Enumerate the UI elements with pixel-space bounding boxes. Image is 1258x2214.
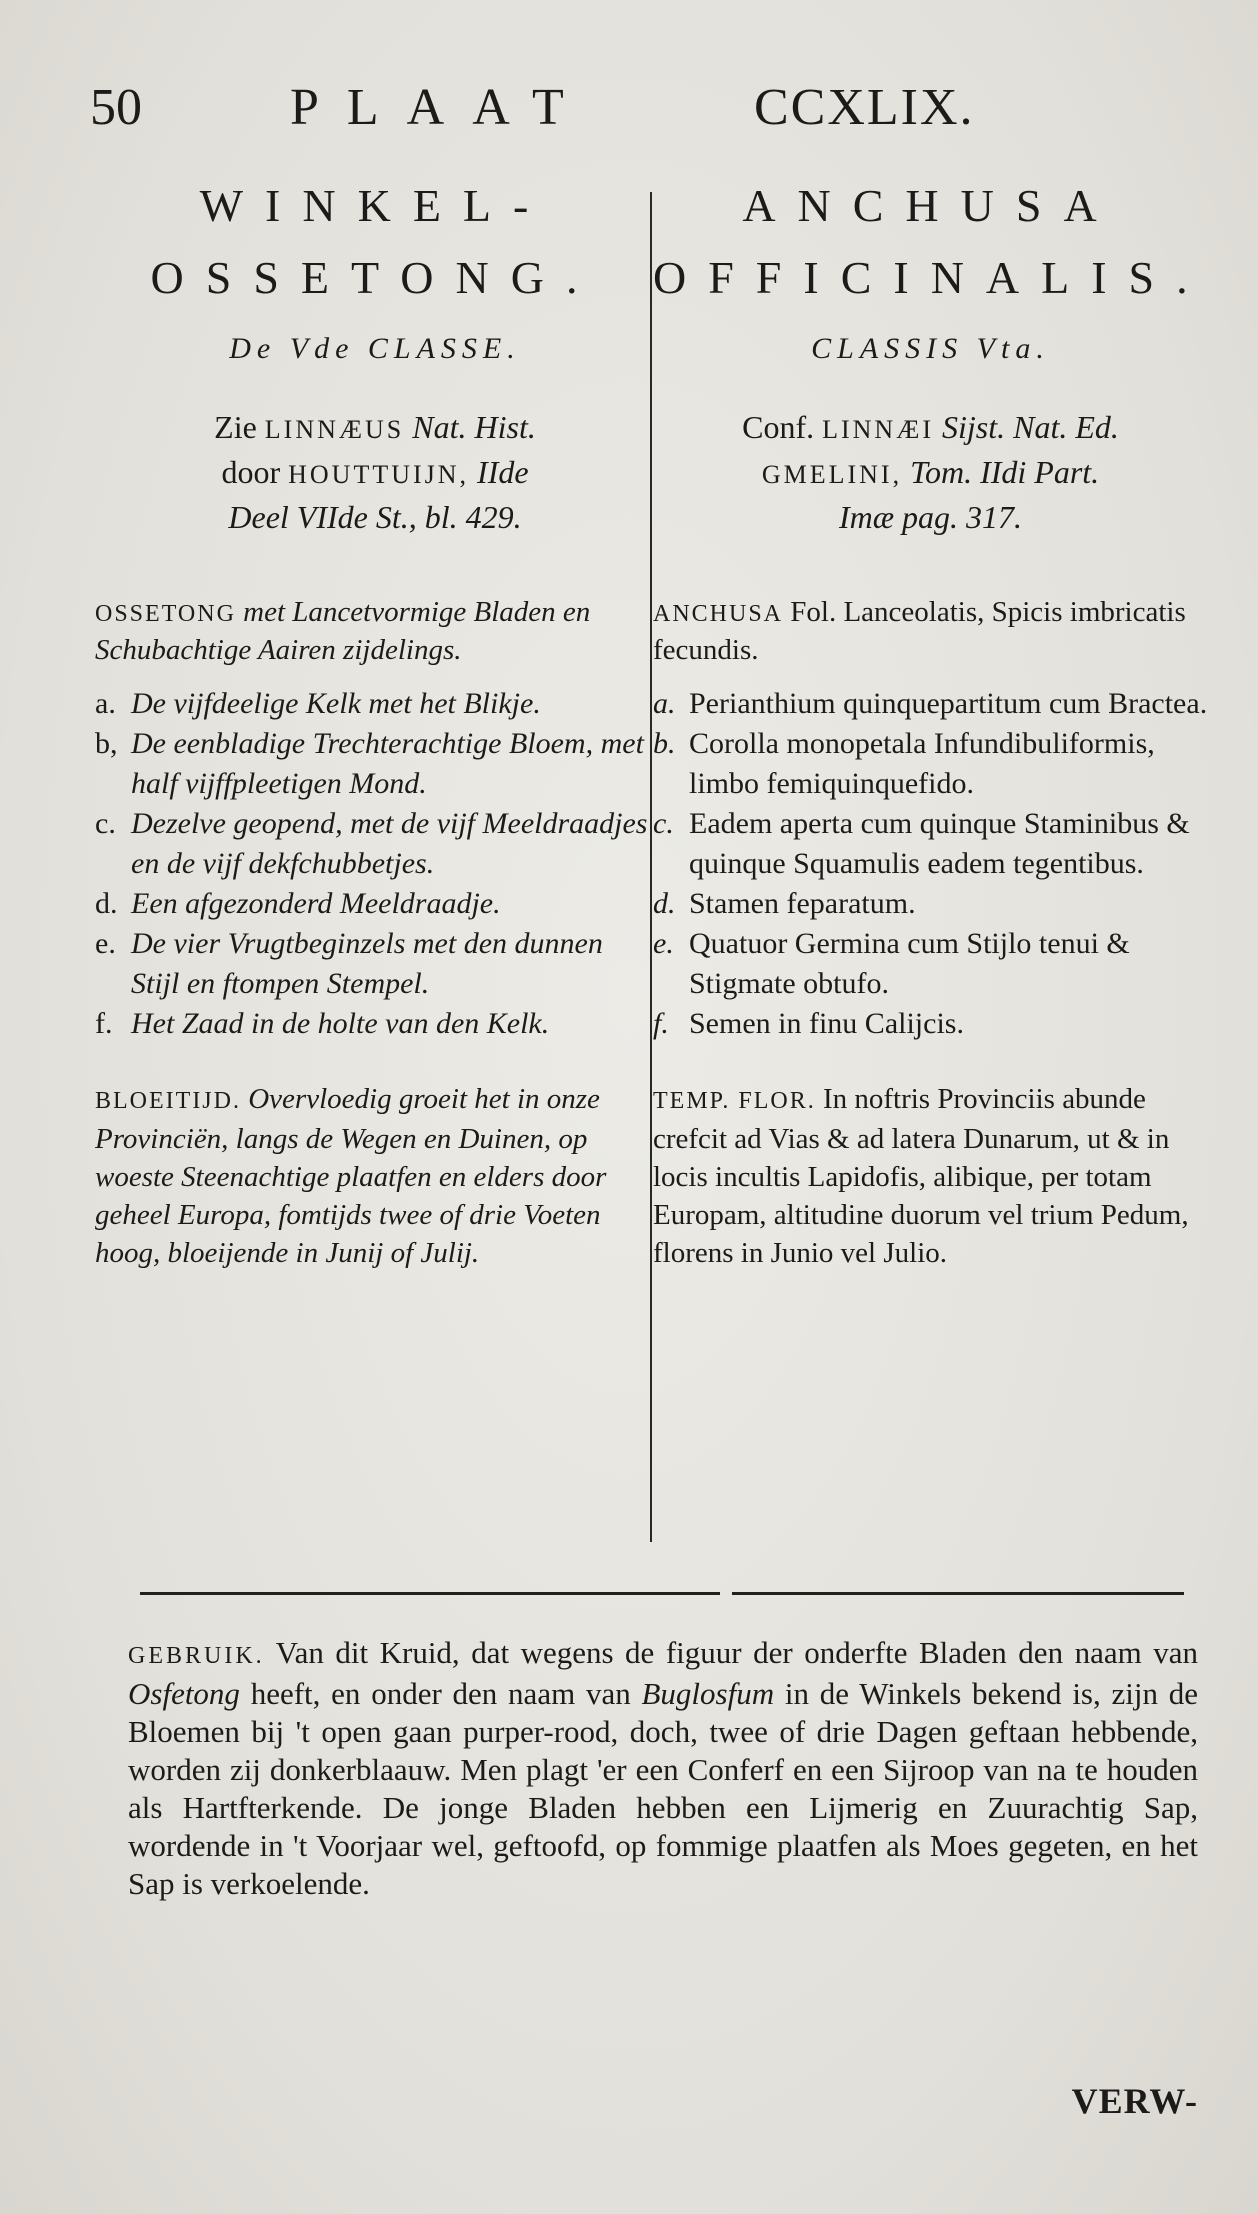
ref-author: GMELINI,	[761, 460, 903, 489]
desc-head: ANCHUSA	[653, 601, 784, 627]
item-text: Perianthium quinquepartitum cum Bractea.	[689, 687, 1208, 720]
page-header	[90, 78, 1200, 148]
bloei-head: BLOEITIJD.	[95, 1088, 241, 1114]
dutch-name-line2: OSSETONG.	[150, 252, 600, 303]
latin-reference	[653, 406, 1208, 538]
desc-text: Fol. Lanceolatis, Spicis imbricatis fecundis.	[653, 596, 1186, 666]
bloei-text: In noftris Provinciis abunde crefcit ad Vias & ad latera Dunarum, ut & in locis incultis Lapidofis, alibique, per totam Europam, altitudine duorum vel trium Pedum, florens in Junio vel Julio.	[653, 1083, 1189, 1269]
dutch-flowering-time	[95, 1080, 655, 1272]
item-text: Corolla monopetala Infundibuliformis, limbo femiquinquefido.	[689, 727, 1155, 800]
dutch-reference	[95, 406, 655, 538]
list-item	[653, 804, 1208, 884]
latin-column	[653, 170, 1208, 1272]
item-text: Semen in finu Calijcis.	[689, 1007, 964, 1040]
list-item	[95, 804, 655, 884]
bloei-head: TEMP. FLOR.	[653, 1088, 816, 1114]
list-item	[653, 924, 1208, 1004]
usage-text: Van dit Kruid, dat wegens de figuur der onderfte Bladen den naam van	[275, 1635, 1198, 1670]
item-letter: e.	[95, 927, 116, 960]
latin-name-line1: ANCHUSA	[742, 180, 1119, 231]
item-letter: b.	[653, 727, 676, 760]
latin-description	[653, 594, 1208, 668]
bloei-text: Overvloedig groeit het in onze Provinciën, langs de Wegen en Duinen, op woeste Steenachtige plaatfen en elders door geheel Europa, fomtijds twee of drie Voeten hoog, bloeijende in Junij of Julij.	[95, 1083, 607, 1269]
item-text: Dezelve geopend, met de vijf Meeldraadjes en de vijf dekfchubbetjes.	[131, 807, 648, 880]
ref-author: LINNÆUS	[264, 415, 405, 444]
item-text: Quatuor Germina cum Stijlo tenui & Stigmate obtufo.	[689, 927, 1130, 1000]
ref-part: IIde	[477, 454, 529, 490]
ref-author: HOUTTUIJN,	[288, 460, 470, 489]
plate-number: CCXLIX.	[754, 79, 975, 136]
dutch-description	[95, 594, 655, 668]
item-letter: e.	[653, 927, 674, 960]
catchword: VERW-	[1071, 2081, 1198, 2121]
section-rule-left	[140, 1592, 720, 1595]
item-text: Het Zaad in de holte van den Kelk.	[131, 1007, 550, 1040]
latin-name-line2: OFFICINALIS.	[653, 252, 1210, 303]
list-item	[95, 924, 655, 1004]
section-rule-right	[732, 1592, 1184, 1595]
list-item	[653, 684, 1208, 724]
plate-title: PLAAT	[290, 79, 592, 136]
item-letter: c.	[653, 807, 674, 840]
list-item	[95, 884, 655, 924]
dutch-name-line1: WINKEL-	[199, 180, 551, 231]
list-item	[95, 684, 655, 724]
latin-class: CLASSIS Vta.	[811, 332, 1050, 365]
ref-page: Imæ pag. 317.	[838, 499, 1023, 535]
usage-paragraph	[128, 1634, 1198, 1903]
ref-part: Tom. IIdi Part.	[910, 454, 1100, 490]
item-letter: b,	[95, 727, 118, 760]
usage-text: in de Winkels bekend is, zijn de Bloemen bij 't open gaan purper-rood, doch, twee of drie Dagen geftaan hebbende, worden zij donkerblaauw. Men plagt 'er een Conferf en een Sijroop van na te houden als Hartfterkende. De jonge Bladen hebben een Lijmerig en Zuurachtig Sap, wordende in 't Voorjaar wel, geftoofd, op fommige plaatfen als Moes gegeten, en het Sap is verkoelende.	[128, 1676, 1199, 1901]
list-item	[653, 884, 1208, 924]
latin-figure-list	[653, 684, 1208, 1044]
item-letter: a.	[95, 687, 116, 720]
ref-text: Zie	[214, 409, 257, 445]
dutch-figure-list	[95, 684, 655, 1044]
list-item	[653, 724, 1208, 804]
item-letter: f.	[653, 1007, 669, 1040]
item-text: Een afgezonderd Meeldraadje.	[131, 887, 501, 920]
item-text: De eenbladige Trechterachtige Bloem, met half vijffpleetigen Mond.	[131, 727, 644, 800]
ref-text: door	[221, 454, 281, 490]
list-item	[653, 1004, 1208, 1044]
ref-work: Sijst. Nat. Ed.	[941, 409, 1119, 445]
usage-italic: Buglosfum	[641, 1676, 775, 1711]
desc-text: met Lancetvormige Bladen en Schubachtige Aairen zijdelings.	[95, 596, 591, 666]
item-text: Eadem aperta cum quinque Staminibus & quinque Squamulis eadem tegentibus.	[689, 807, 1190, 880]
item-letter: d.	[653, 887, 676, 920]
item-letter: a.	[653, 687, 676, 720]
ref-text: Conf.	[742, 409, 815, 445]
item-letter: c.	[95, 807, 116, 840]
ref-work: Nat. Hist.	[412, 409, 536, 445]
usage-italic: Osfetong	[128, 1676, 240, 1711]
item-letter: d.	[95, 887, 118, 920]
desc-head: OSSETONG	[95, 601, 236, 627]
item-text: De vier Vrugtbeginzels met den dunnen Stijl en ftompen Stempel.	[131, 927, 603, 1000]
page-number: 50	[90, 79, 142, 136]
ref-page: Deel VIIde St., bl. 429.	[228, 499, 522, 535]
item-letter: f.	[95, 1007, 113, 1040]
latin-flowering-time	[653, 1080, 1208, 1272]
dutch-column	[95, 170, 655, 1272]
dutch-class: De Vde CLASSE.	[229, 332, 521, 365]
item-text: Stamen feparatum.	[689, 887, 916, 920]
ref-author: LINNÆI	[822, 415, 934, 444]
usage-head: GEBRUIK.	[128, 1643, 265, 1669]
usage-text: heeft, en onder den naam van	[250, 1676, 631, 1711]
item-text: De vijfdeelige Kelk met het Blikje.	[131, 687, 541, 720]
list-item	[95, 1004, 655, 1044]
list-item	[95, 724, 655, 804]
